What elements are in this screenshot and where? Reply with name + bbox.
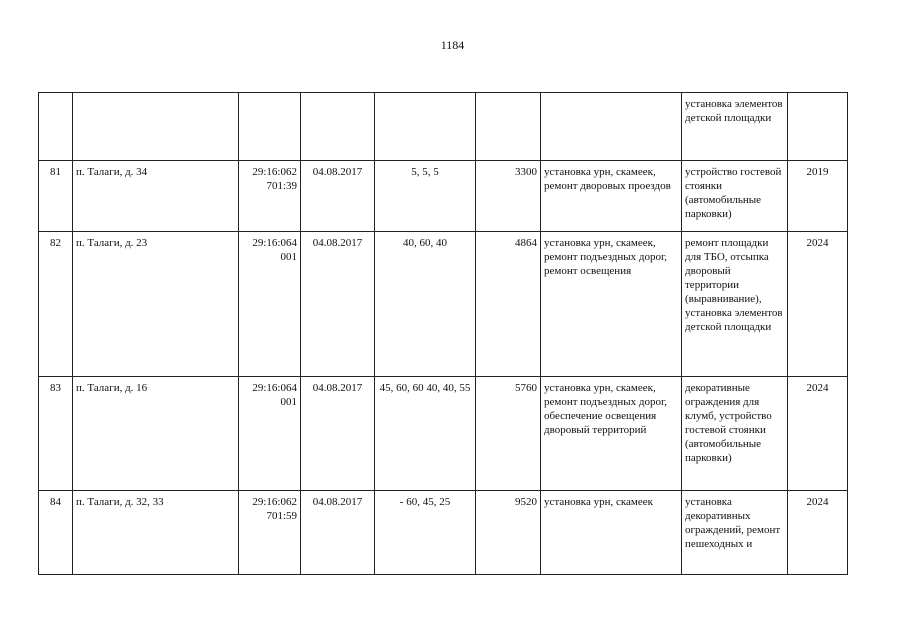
wear-cell xyxy=(375,93,476,161)
date-cell: 04.08.2017 xyxy=(301,377,375,491)
year-cell xyxy=(788,93,848,161)
additional-works-cell: декоративные ограждения для клумб, устройство гостевой стоянки (автомобильные парковки) xyxy=(682,377,788,491)
date-cell: 04.08.2017 xyxy=(301,491,375,575)
address-cell: п. Талаги, д. 23 xyxy=(73,232,239,377)
row-number: 83 xyxy=(39,377,73,491)
table-row xyxy=(39,377,848,491)
address-cell: п. Талаги, д. 32, 33 xyxy=(73,491,239,575)
date-cell: 04.08.2017 xyxy=(301,161,375,232)
registry-table xyxy=(38,92,848,575)
table-row xyxy=(39,93,848,161)
works-cell: установка урн, скамеек, ремонт дворовых проездов xyxy=(541,161,682,232)
additional-works-cell: установка декоративных ограждений, ремонт пешеходных и xyxy=(682,491,788,575)
address-cell: п. Талаги, д. 16 xyxy=(73,377,239,491)
area-cell: 4864 xyxy=(476,232,541,377)
area-cell: 9520 xyxy=(476,491,541,575)
row-number: 82 xyxy=(39,232,73,377)
wear-cell: 45, 60, 60 40, 40, 55 xyxy=(375,377,476,491)
area-cell xyxy=(476,93,541,161)
cadastral-cell xyxy=(239,93,301,161)
table-row xyxy=(39,161,848,232)
cadastral-cell: 29:16:064 001 xyxy=(239,232,301,377)
table-row xyxy=(39,491,848,575)
year-cell: 2024 xyxy=(788,232,848,377)
works-cell xyxy=(541,93,682,161)
cadastral-cell: 29:16:064 001 xyxy=(239,377,301,491)
additional-works-cell: ремонт площадки для ТБО, отсыпка дворовый территории (выравнивание), установка элементов детской площадки xyxy=(682,232,788,377)
area-cell: 5760 xyxy=(476,377,541,491)
address-cell: п. Талаги, д. 34 xyxy=(73,161,239,232)
address-cell xyxy=(73,93,239,161)
year-cell: 2019 xyxy=(788,161,848,232)
row-number: 84 xyxy=(39,491,73,575)
cadastral-cell: 29:16:062 701:59 xyxy=(239,491,301,575)
works-cell: установка урн, скамеек, ремонт подъездных дорог, ремонт освещения xyxy=(541,232,682,377)
page-number: 1184 xyxy=(440,38,465,52)
date-cell: 04.08.2017 xyxy=(301,232,375,377)
additional-works-cell: устройство гостевой стоянки (автомобильные парковки) xyxy=(682,161,788,232)
wear-cell: 5, 5, 5 xyxy=(375,161,476,232)
additional-works-cell: установка элементов детской площадки xyxy=(682,93,788,161)
cadastral-cell: 29:16:062 701:39 xyxy=(239,161,301,232)
works-cell: установка урн, скамеек xyxy=(541,491,682,575)
year-cell: 2024 xyxy=(788,377,848,491)
wear-cell: - 60, 45, 25 xyxy=(375,491,476,575)
table-row xyxy=(39,232,848,377)
area-cell: 3300 xyxy=(476,161,541,232)
row-number xyxy=(39,93,73,161)
year-cell: 2024 xyxy=(788,491,848,575)
wear-cell: 40, 60, 40 xyxy=(375,232,476,377)
date-cell xyxy=(301,93,375,161)
works-cell: установка урн, скамеек, ремонт подъездных дорог, обеспечение освещения дворовый территорий xyxy=(541,377,682,491)
row-number: 81 xyxy=(39,161,73,232)
